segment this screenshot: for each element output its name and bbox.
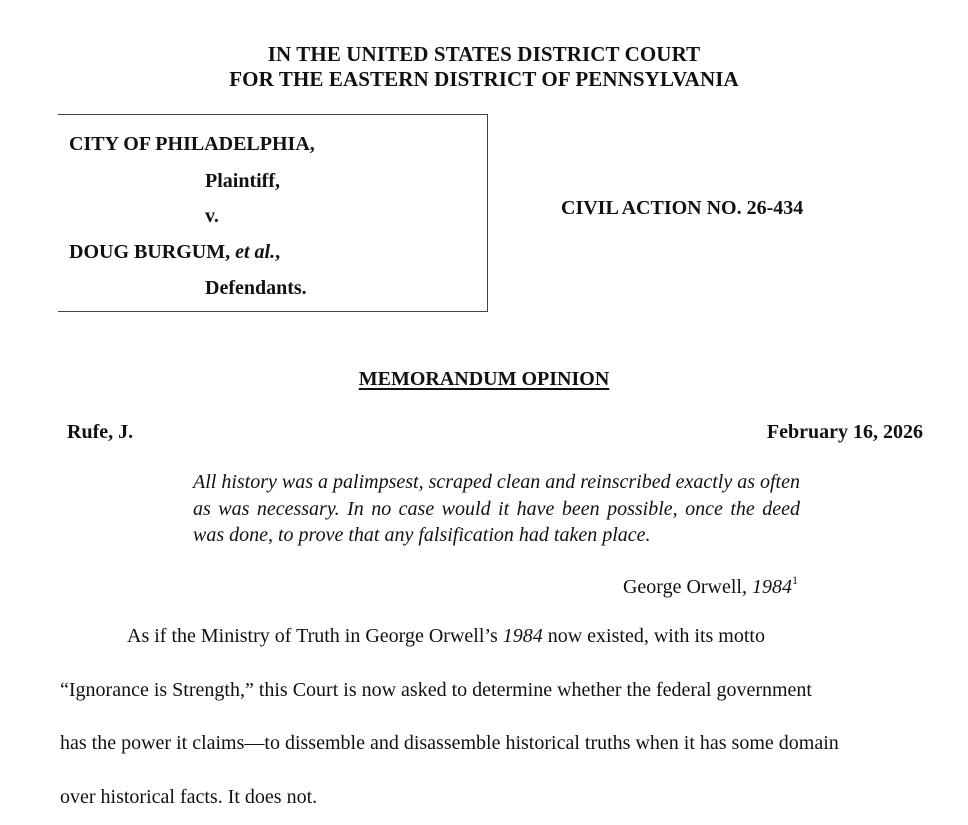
body-italic-title: 1984: [502, 625, 543, 647]
body-paragraph-line: “Ignorance is Strength,” this Court is now asked to determine whether the federal government: [60, 679, 812, 701]
judge-name: Rufe, J.: [67, 421, 134, 443]
body-paragraph-line: has the power it claims—to dissemble and disassemble historical truths when it has some domain: [60, 732, 839, 754]
case-caption-box: [58, 114, 488, 312]
et-al-text: et al.: [235, 241, 276, 263]
defendant-comma: ,: [275, 241, 281, 263]
body-paragraph-line: [127, 625, 765, 648]
body-paragraph-line: over historical facts. It does not.: [60, 786, 318, 808]
civil-action-number: CIVIL ACTION NO. 26-434: [561, 197, 804, 219]
caption-top-rule: [58, 114, 488, 115]
plaintiff-role: Plaintiff,: [205, 170, 280, 192]
footnote-marker: 1: [792, 573, 798, 587]
court-district-line: FOR THE EASTERN DISTRICT OF PENNSYLVANIA: [229, 67, 739, 91]
court-name-line: IN THE UNITED STATES DISTRICT COURT: [267, 42, 701, 66]
body-text: now existed, with its motto: [542, 625, 765, 647]
defendant-name-text: DOUG BURGUM,: [69, 241, 236, 263]
document-title: MEMORANDUM OPINION: [358, 368, 610, 390]
body-text: As if the Ministry of Truth in George Orwell’s: [127, 625, 503, 647]
defendant-role: Defendants.: [205, 277, 307, 299]
versus: v.: [205, 205, 219, 227]
plaintiff-name: CITY OF PHILADELPHIA,: [69, 133, 315, 155]
court-header: [0, 42, 968, 92]
defendant-name: [69, 241, 280, 264]
epigraph-quote: All history was a palimpsest, scraped clean and reinscribed exactly as often as was necessary. In no case would it have been possible, once the deed was done, to prove that any falsification had taken place.: [193, 471, 800, 546]
epigraph-author: George Orwell,: [622, 576, 752, 598]
epigraph-work: 1984: [752, 576, 792, 598]
epigraph-attribution: [623, 573, 798, 599]
opinion-date: February 16, 2026: [766, 421, 923, 443]
